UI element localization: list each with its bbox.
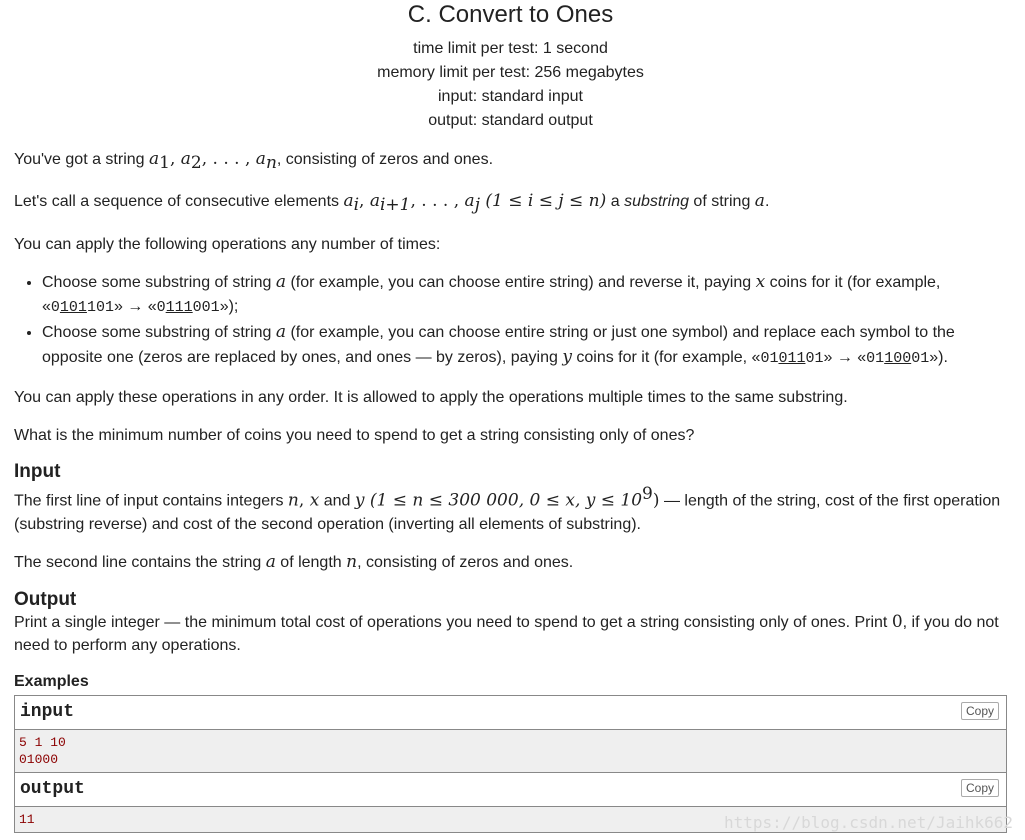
math-sep: , . . . , (201, 149, 256, 169)
math-var: y (562, 347, 572, 368)
statement-text: . (764, 193, 770, 211)
statement-text: a (606, 193, 625, 211)
math-sep: , . . . , (410, 191, 465, 212)
math-range: (1 ≤ n ≤ 300 000, 0 ≤ x, y ≤ 10 (364, 490, 643, 511)
example-input-line: 01000 (19, 751, 59, 767)
math-var: a (275, 272, 287, 293)
list-item (42, 320, 1007, 371)
example-input-box (14, 695, 1007, 773)
math-var: n (346, 551, 358, 572)
math-sep: , (169, 149, 181, 169)
example-code: 101 (59, 299, 87, 317)
problem-header (14, 0, 1007, 133)
list-item (42, 270, 1007, 320)
statement-text: »). (929, 349, 948, 367)
copy-output-button[interactable]: Copy (961, 779, 999, 797)
example-code: 01 (866, 350, 885, 368)
math-var: y (354, 490, 365, 511)
statement-text: , consisting of zeros and ones. (276, 151, 494, 168)
statement-text: of length (275, 553, 347, 571)
statement-text: — length of the string, cost of the first operation (substring reverse) and cost of the second operation (inverting all elements of substring). (14, 492, 1001, 533)
math-var: a (343, 191, 354, 212)
math-sup: 9 (642, 484, 653, 505)
input-section-title: Input (14, 461, 61, 483)
statement-text: coins for it (for example, « (42, 274, 941, 316)
math-var: n (287, 490, 299, 511)
statement-text: Print a single integer — the minimum total cost of operations you need to spend to get a string consisting only of ones. Print (14, 613, 892, 631)
statement-text: , if you do not need to perform any operations. (14, 613, 999, 654)
math-range: (1 ≤ i ≤ j ≤ n) (479, 191, 607, 212)
statement-text: (for example, you can choose entire string or just one symbol) and replace each symbol to the opposite one (zeros are replaced by ones, and ones — by zeros), paying (42, 324, 955, 367)
statement-paragraph-4: You can apply these operations in any order. It is allowed to apply the operations multiple times to the same substring. (14, 389, 848, 407)
statement-paragraph-2: Let's call a sequence of consecutive elements $a_i$, $a_{i+1}$, . . . , $a_j$ (1 ≤ i ≤ j ≤ n) a substring of string a. (14, 191, 770, 216)
statement-text: and (319, 492, 355, 510)
math-var: a (149, 149, 160, 169)
statement-text: , consisting of zeros and ones. (357, 553, 574, 571)
statement-text: Let's call a sequence of consecutive elements (14, 193, 344, 211)
statement-text: of string (688, 193, 755, 211)
statement-text: (for example, you can choose entire string) and reverse it, paying (286, 274, 756, 292)
problem-statement (14, 148, 1007, 447)
statement-text: coins for it (for example, « (571, 349, 761, 367)
statement-text: The second line contains the string (14, 553, 266, 571)
statement-text: » → « (113, 298, 157, 316)
substring-term: substring (624, 193, 689, 211)
math-sub: 1 (159, 153, 170, 174)
input-line-1 (14, 483, 1007, 535)
example-code: 001 (192, 299, 220, 317)
statement-paragraph-1 (14, 148, 1007, 175)
example-code: 01 (911, 350, 930, 368)
math-var: a (255, 149, 266, 169)
example-code: 011 (778, 350, 806, 368)
example-code: 0 (50, 299, 60, 317)
math-var: a (369, 191, 380, 212)
math-sub: n (265, 153, 277, 174)
statement-text: Choose some substring of string (42, 324, 276, 342)
problem-title: C. Convert to Ones (407, 1, 614, 28)
statement-paragraph-5: What is the minimum number of coins you need to spend to get a string consisting only of ones? (14, 427, 695, 445)
example-code: 111 (165, 299, 193, 317)
math-var: a (265, 551, 276, 572)
math-var: a (464, 191, 475, 212)
time-limit: time limit per test: 1 second (413, 40, 608, 57)
math-sub: i+1 (380, 195, 411, 216)
operations-list (14, 270, 1007, 371)
statement-text: You've got a string (14, 151, 149, 168)
math-var: x (755, 272, 766, 293)
memory-limit: memory limit per test: 256 megabytes (377, 64, 644, 81)
statement-text: »); (219, 298, 239, 316)
output-section-title: Output (14, 588, 77, 610)
math-var: x (309, 490, 320, 511)
math-sub: j (474, 195, 480, 216)
example-output-label: output (20, 778, 85, 799)
example-input-line: 5 1 10 (19, 734, 66, 750)
math-sep: ) (652, 490, 660, 511)
example-code: 01 (760, 350, 779, 368)
math-var: a (275, 322, 287, 343)
input-section (14, 461, 1007, 573)
example-code: 100 (884, 350, 912, 368)
statement-text: » → « (823, 349, 867, 367)
statement-text: The first line of input contains integers (14, 492, 288, 510)
problem-page (14, 0, 1007, 833)
example-code: 01 (805, 350, 824, 368)
math-sub: i (353, 195, 360, 216)
example-input-body (15, 730, 1006, 772)
statement-paragraph-3: You can apply the following operations any number of times: (14, 236, 441, 254)
math-sep: , (298, 490, 310, 511)
example-code: 0 (156, 299, 166, 317)
output-text (14, 611, 1007, 657)
examples-section (14, 672, 1007, 833)
math-sub: 2 (190, 153, 202, 174)
watermark: https://blog.csdn.net/Jaihk662 (724, 813, 1013, 832)
copy-input-button[interactable]: Copy (961, 702, 999, 720)
example-input-label: input (20, 701, 75, 722)
math-num: 0 (891, 611, 903, 632)
output-spec: output: standard output (428, 112, 593, 129)
statement-text: Choose some substring of string (42, 274, 276, 292)
math-var: a (754, 191, 765, 212)
example-output-line: 11 (19, 811, 35, 827)
input-spec: input: standard input (438, 88, 583, 105)
input-line-2 (14, 551, 1007, 574)
example-output-header (15, 773, 1006, 807)
math-var: a (180, 149, 191, 169)
output-section (14, 589, 1007, 657)
example-input-header (15, 696, 1006, 730)
examples-title: Examples (14, 672, 89, 690)
example-code: 101 (86, 299, 114, 317)
